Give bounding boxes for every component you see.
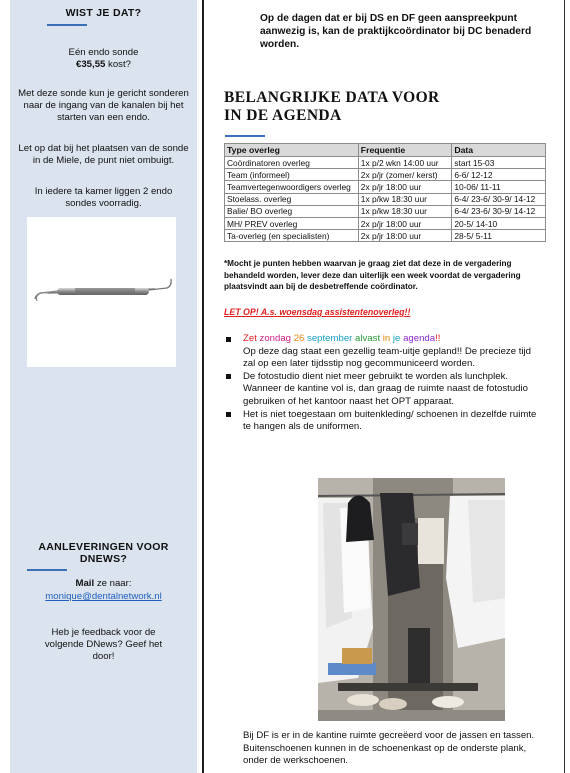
agenda-title-rule [225,135,265,137]
bullet-square-icon [226,337,231,342]
intro-paragraph: Op de dagen dat er bij DS en DF geen aanspreekpunt aanwezig is, kan de praktijkcoördinator bij DC benaderd worden. [260,13,532,50]
announcement-list [224,333,544,434]
agenda-word-je: je [392,333,401,344]
table-cell-frequency: 1x p/kw 18:30 uur [358,205,452,217]
agenda-word-zondag: zondag [259,333,292,344]
outerwear-text: Het is niet toegestaan om buitenkleding/ schoenen in dezelfde ruimte te hangen als de uniformen. [243,408,537,433]
agenda-word-in: in [382,333,391,344]
team-outing-text: Op deze dag staat een gezellig team-uitje gepland!! De precieze tijd zal op een later tijdsstip nog gecommuniceerd worden. [243,345,531,370]
table-row [225,169,546,181]
table-header-frequency: Frequentie [358,144,452,157]
meeting-warning: LET OP! A.s. woensdag assistentenoverleg!! [224,307,411,317]
table-cell-dates: 10-06/ 11-11 [452,181,546,193]
tip-paragraph-2: Met deze sonde kun je gericht sonderen naar de ingang van de kanalen bij het starten van een endo. [18,88,189,123]
endo-probe-image [27,217,176,367]
table-row [225,193,546,205]
table-cell-dates: 6-4/ 23-6/ 30-9/ 14-12 [452,205,546,217]
table-row [225,181,546,193]
bullet-square-icon [226,412,231,417]
table-cell-type: Balie/ BO overleg [225,205,359,217]
agenda-word-zet: Zet [243,333,257,344]
page-border [564,0,565,773]
closet-caption: Bij DF is er in de kantine ruimte gecreëerd voor de jassen en tassen. Buitenschoenen kunnen in de schoenenkast op de onderste plank, onder de werkschoenen. [243,730,535,767]
table-header-row [225,144,546,157]
table-cell-type: MH/ PREV overleg [225,217,359,229]
table-row [225,157,546,169]
table-cell-dates: 28-5/ 5-11 [452,230,546,242]
list-item [224,371,544,409]
agenda-word-exclaim: !! [435,333,441,344]
agenda-word-agenda: agenda [403,333,436,344]
mail-suffix: ze naar: [94,578,132,589]
table-cell-type: Stoelass. overleg [225,193,359,205]
mail-label: Mail [75,578,95,589]
table-cell-dates: 6-6/ 12-12 [452,169,546,181]
tip-paragraph-4: In iedere ta kamer liggen 2 endo sondes voorradig. [34,186,173,209]
table-cell-dates: 6-4/ 23-6/ 30-9/ 14-12 [452,193,546,205]
table-row [225,217,546,229]
agenda-word-september: september [307,333,353,344]
agenda-word-26: 26 [293,333,305,344]
table-cell-frequency: 2x p/jr 18:00 uur [358,181,452,193]
submissions-heading-rule [27,569,67,571]
closet-photo-illustration [318,478,505,721]
table-cell-dates: start 15-03 [452,157,546,169]
table-cell-frequency: 2x p/jr 18:00 uur [358,217,452,229]
table-cell-frequency: 2x p/jr 18:00 uur [358,230,452,242]
submissions-heading-line-1: AANLEVERINGEN VOOR [38,541,169,553]
table-row [225,230,546,242]
agenda-title-line-2: IN DE AGENDA [224,107,342,124]
agenda-title-line-1: BELANGRIJKE DATA VOOR [224,89,440,106]
table-cell-frequency: 1x p/2 wkn 14:00 uur [358,157,452,169]
agenda-table [224,143,546,242]
agenda-footnote: *Mocht je punten hebben waarvan je graag ziet dat deze in de vergadering behandeld worden, lever deze dan uiterlijk een week voordat de vergadering plaatsvindt aan bij de desbetreffende coördinator. [224,259,521,291]
submissions-heading-line-2: DNEWS? [79,553,128,565]
tip-line-2 [18,59,189,71]
agenda-title [224,89,544,125]
table-header-type: Type overleg [225,144,359,157]
tip-heading-rule [47,24,87,26]
feedback-text: Heb je feedback voor de volgende DNews? Geef het door! [44,627,163,662]
mail-address-link[interactable]: monique@dentalnetwork.nl [45,591,162,602]
table-cell-frequency: 1x p/kw 18:30 uur [358,193,452,205]
column-divider [202,0,204,773]
table-cell-type: Team (informeel) [225,169,359,181]
table-cell-type: Coördinatoren overleg [225,157,359,169]
table-cell-type: Ta-overleg (en specialisten) [225,230,359,242]
table-cell-dates: 20-5/ 14-10 [452,217,546,229]
table-cell-type: Teamvertegenwoordigers overleg [225,181,359,193]
tip-price: €35,55 [76,59,106,70]
table-row [225,205,546,217]
table-cell-frequency: 2x p/jr (zomer/ kerst) [358,169,452,181]
closet-photo [318,478,505,721]
endo-probe-illustration [27,217,176,367]
tip-paragraph-1 [18,47,189,71]
bullet-square-icon [226,374,231,379]
list-item [224,409,544,434]
list-item [224,333,544,371]
mail-line [18,578,189,590]
tip-heading: WIST JE DAT? [65,7,142,19]
submissions-heading [10,541,197,565]
tip-paragraph-3: Let op dat bij het plaatsen van de sonde in de Miele, de punt niet ombuigt. [18,143,189,166]
photo-studio-text: De fotostudio dient niet meer gebruikt te worden als lunchplek. Wanneer de kantine vol is, dan graag de ruimte naast de fotostudio gebruiken of het kantoor naast het OPT apparaat. [243,370,528,407]
tip-price-suffix: kost? [105,59,131,70]
tip-line-1: Eén endo sonde [68,47,139,58]
table-header-dates: Data [452,144,546,157]
agenda-word-alvast: alvast [355,333,381,344]
